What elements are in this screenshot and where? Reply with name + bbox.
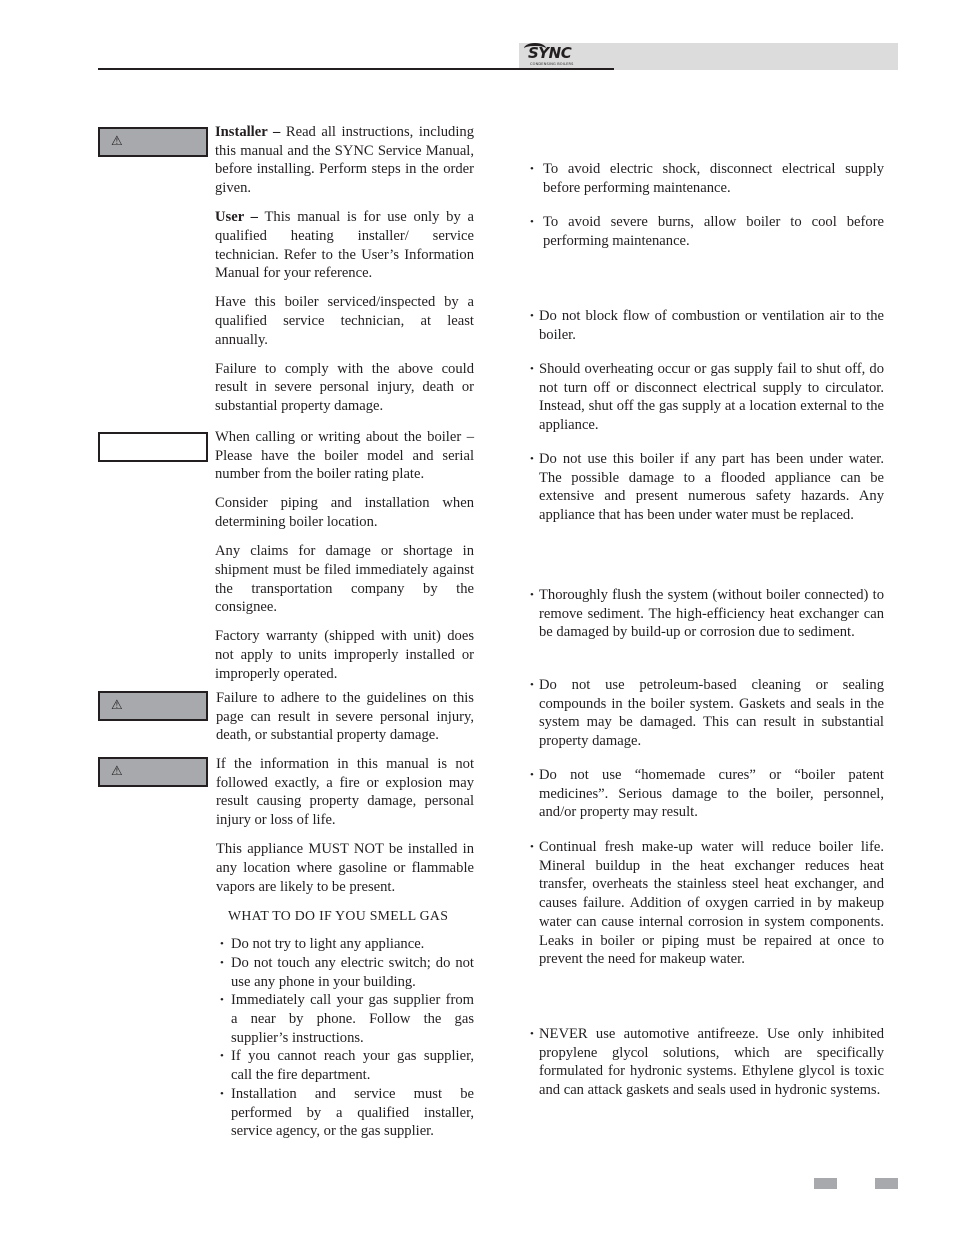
sync-logo	[522, 43, 614, 69]
installer-label: Installer –	[215, 124, 281, 140]
left-column-block-1	[215, 123, 474, 426]
footer-box-left	[814, 1178, 837, 1189]
bullet-petroleum: • Do not use petroleum-based cleaning or sealing compounds in the boiler system. Gaskets and seals in the system may be damaged. This can result in substantial property damage.	[530, 677, 884, 750]
bullet-text: Do not block flow of combustion or ventilation air to the boiler.	[539, 308, 884, 343]
warning-triangle-icon: ⚠	[111, 134, 123, 149]
warning-triangle-icon: ⚠	[111, 764, 123, 779]
fire-paragraph: If the information in this manual is not followed exactly, a fire or explosion may result causing property damage, personal injury or loss of life.	[216, 756, 474, 829]
bullet-text: NEVER use automotive antifreeze. Use only inhibited propylene glycol solutions, which are specifically formulated for hydronic systems. Ethylene glycol is toxic and can attack gaskets and seals used in hydronic systems.	[539, 1026, 884, 1099]
calling-paragraph: When calling or writing about the boiler – Please have the boiler model and serial number from the boiler rating plate.	[215, 429, 474, 483]
left-column-block-3	[216, 689, 474, 755]
warning-box	[98, 127, 208, 157]
bullet-text: Thoroughly flush the system (without boiler connected) to remove sediment. The high-efficiency heat exchanger can be damaged by build-up or corrosion due to sediment.	[539, 587, 884, 641]
warning-box	[98, 757, 208, 787]
bullet-text: Do not use this boiler if any part has been under water. The possible damage to a flooded appliance can be extensive and present numerous safety hazards. Any appliance that has been under water must be replaced.	[539, 451, 884, 524]
claims-paragraph: Any claims for damage or shortage in shipment must be filed immediately against the transportation company by the consignee.	[215, 543, 474, 616]
bullet-overheating: • Should overheating occur or gas supply fail to shut off, do not turn off or disconnect electrical supply to circulator. Instead, shut off the gas supply at a location external to the appliance.	[530, 361, 884, 434]
guidelines-paragraph: Failure to adhere to the guidelines on this page can result in severe personal injury, death, or substantial property damage.	[216, 690, 474, 744]
bullet-text: Continual fresh make-up water will reduce boiler life. Mineral buildup in the heat exchanger reduces heat transfer, overheats the stainless steel heat exchanger, and causes failure. Addition of oxygen carried in by makeup water can cause internal corrosion in system components. Leaks in boiler or piping must be repaired at once to prevent the need for makeup water.	[539, 839, 884, 968]
smell-gas-heading: WHAT TO DO IF YOU SMELL GAS	[228, 907, 449, 923]
notice-box	[98, 432, 208, 462]
bullet-flooded: • Do not use this boiler if any part has been under water. The possible damage to a flooded appliance can be extensive and present numerous safety hazards. Any appliance that has been under water must be replaced.	[530, 451, 884, 524]
comply-paragraph: Failure to comply with the above could result in severe personal injury, death or substantial property damage.	[215, 360, 474, 415]
bullet-text: Do not use “homemade cures” or “boiler patent medicines”. Serious damage to the boiler, personnel, and/or property may result.	[539, 767, 884, 821]
bullet-makeup-water: • Continual fresh make-up water will reduce boiler life. Mineral buildup in the heat exchanger reduces heat transfer, overheats the stainless steel heat exchanger, and causes failure. Addition of oxygen carried in by makeup water can cause internal corrosion in system components. Leaks in boiler or piping must be repaired at once to prevent the need for makeup water.	[530, 839, 884, 968]
service-paragraph: Have this boiler serviced/inspected by a qualified service technician, at least annually.	[215, 294, 474, 348]
bullet-electric-shock: • To avoid electric shock, disconnect electrical supply before performing maintenance.	[530, 161, 884, 196]
footer-box-right	[875, 1178, 898, 1189]
installer-paragraph	[215, 123, 474, 198]
bullet-text: Do not use petroleum-based cleaning or sealing compounds in the boiler system. Gaskets and seals in the system may be damaged. This can result in substantial property damage.	[539, 677, 884, 750]
bullet-text: Should overheating occur or gas supply fail to shut off, do not turn off or disconnect electrical supply to circulator. Instead, shut off the gas supply at a location external to the appliance.	[539, 361, 884, 434]
list-item: • Immediately call your gas supplier from a near by phone. Follow the gas supplier’s instructions.	[220, 991, 474, 1047]
bullet-burns: • To avoid severe burns, allow boiler to cool before performing maintenance.	[530, 214, 884, 249]
user-label: User –	[215, 209, 258, 226]
list-item: • Installation and service must be performed by a qualified installer, service agency, or the gas supplier.	[220, 1085, 474, 1141]
list-item: • Do not try to light any appliance.	[220, 935, 474, 954]
gasoline-paragraph: This appliance MUST NOT be installed in any location where gasoline or flammable vapors are likely to be present.	[216, 841, 474, 895]
list-item: • If you cannot reach your gas supplier, call the fire department.	[220, 1047, 474, 1084]
smell-gas-list	[220, 935, 474, 1141]
piping-paragraph: Consider piping and installation when determining boiler location.	[215, 495, 474, 531]
bullet-homemade-cures: • Do not use “homemade cures” or “boiler patent medicines”. Serious damage to the boiler, personnel, and/or property may result.	[530, 767, 884, 821]
user-paragraph	[215, 208, 474, 283]
left-column-block-4	[216, 755, 474, 1141]
warning-box	[98, 691, 208, 721]
warning-triangle-icon: ⚠	[111, 698, 123, 713]
bullet-text: To avoid severe burns, allow boiler to cool before performing maintenance.	[543, 214, 884, 249]
logo-subtext: CONDENSING BOILERS	[530, 62, 574, 66]
logo-text: SYNC	[528, 44, 572, 62]
bullet-flush: • Thoroughly flush the system (without boiler connected) to remove sediment. The high-efficiency heat exchanger can be damaged by build-up or corrosion due to sediment.	[530, 587, 884, 641]
warranty-paragraph: Factory warranty (shipped with unit) does not apply to units improperly installed or improperly operated.	[215, 628, 474, 682]
left-column-block-2	[215, 428, 474, 694]
list-item: • Do not touch any electric switch; do not use any phone in your building.	[220, 954, 474, 991]
bullet-antifreeze: • NEVER use automotive antifreeze. Use only inhibited propylene glycol solutions, which are specifically formulated for hydronic systems. Ethylene glycol is toxic and can attack gaskets and seals used in hydronic systems.	[530, 1026, 884, 1099]
bullet-text: To avoid electric shock, disconnect electrical supply before performing maintenance.	[543, 161, 884, 196]
bullet-air-flow: • Do not block flow of combustion or ventilation air to the boiler.	[530, 308, 884, 343]
user-text: This manual is for use only by a qualified heating installer/ service technician. Refer to the User’s Information Manual for your reference.	[215, 209, 475, 282]
installer-text: Read all instructions, including this manual and the SYNC Service Manual, before installing. Perform steps in the order given.	[215, 124, 474, 197]
